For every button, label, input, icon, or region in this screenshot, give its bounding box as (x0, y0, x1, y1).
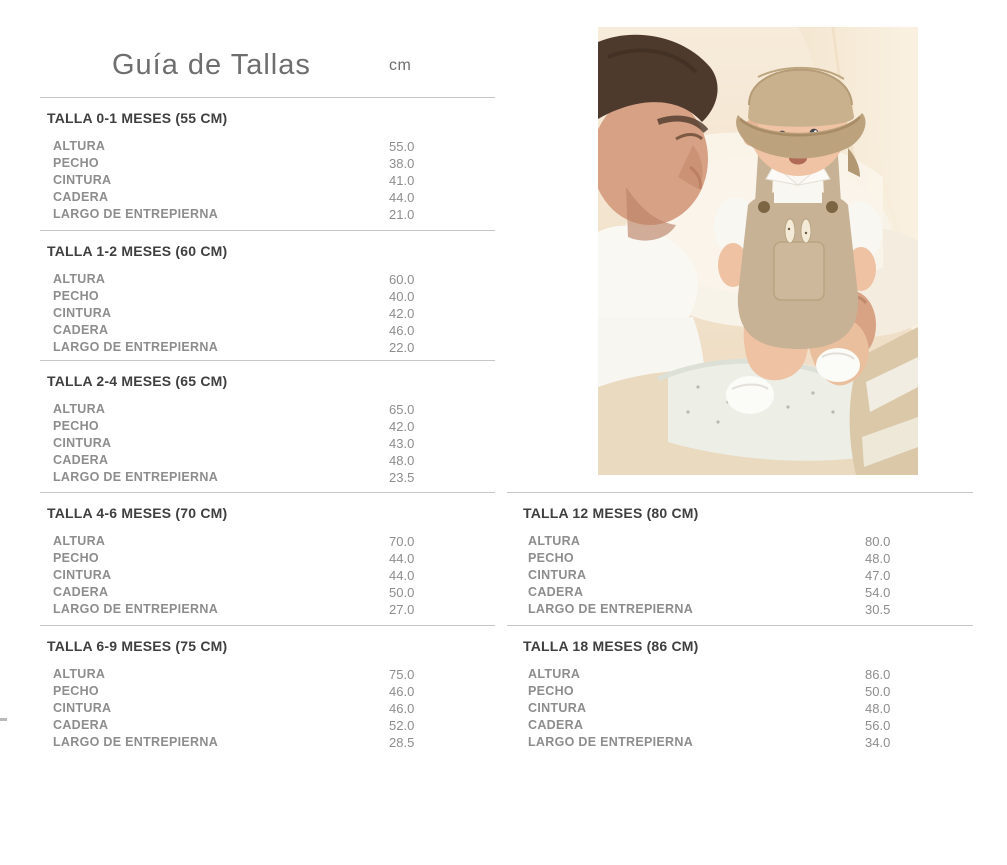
measurement-value: 60.0 (389, 272, 415, 287)
size-section-title: TALLA 1-2 MESES (60 CM) (47, 243, 228, 259)
measurement-label: LARGO DE ENTREPIERNA (53, 470, 219, 484)
measurement-value: 42.0 (389, 419, 415, 434)
measurement-row (40, 172, 495, 189)
measurement-label: PECHO (53, 551, 99, 565)
measurement-row (40, 339, 495, 356)
measurement-value: 23.5 (389, 470, 415, 485)
measurement-label: PECHO (53, 289, 99, 303)
measurement-label: LARGO DE ENTREPIERNA (53, 602, 219, 616)
section-divider (40, 625, 495, 626)
measurement-label: CADERA (528, 718, 584, 732)
measurement-value: 80.0 (865, 534, 891, 549)
measurement-label: LARGO DE ENTREPIERNA (53, 735, 219, 749)
size-section-talla-1-2-meses (40, 230, 495, 356)
measurement-label: CADERA (528, 585, 584, 599)
measurement-label: CINTURA (528, 568, 587, 582)
size-section-talla-2-4-meses (40, 360, 495, 486)
measurement-value: 54.0 (865, 585, 891, 600)
measurement-label: CINTURA (53, 701, 112, 715)
measurement-value: 30.5 (865, 602, 891, 617)
measurement-label: ALTURA (528, 667, 581, 681)
measurement-row (40, 734, 495, 751)
measurement-value: 50.0 (389, 585, 415, 600)
measurement-label: CADERA (53, 585, 109, 599)
measurement-label: PECHO (528, 551, 574, 565)
measurement-label: CINTURA (53, 306, 112, 320)
measurement-row (40, 601, 495, 618)
measurement-row (507, 734, 973, 751)
measurement-label: LARGO DE ENTREPIERNA (528, 602, 694, 616)
measurement-row (40, 418, 495, 435)
measurement-value: 65.0 (389, 402, 415, 417)
measurement-row (40, 717, 495, 734)
measurement-row (40, 189, 495, 206)
measurement-value: 46.0 (389, 684, 415, 699)
measurement-rows (40, 271, 495, 356)
section-divider (40, 360, 495, 361)
measurement-value: 44.0 (389, 551, 415, 566)
measurement-row (40, 567, 495, 584)
measurement-row (40, 700, 495, 717)
measurement-row (507, 567, 973, 584)
measurement-value: 44.0 (389, 568, 415, 583)
measurement-value: 47.0 (865, 568, 891, 583)
measurement-row (40, 469, 495, 486)
page-edge-artifact (0, 718, 7, 721)
measurement-rows (507, 533, 973, 618)
measurement-label: CADERA (53, 323, 109, 337)
measurement-row (40, 138, 495, 155)
measurement-row (40, 435, 495, 452)
measurement-value: 55.0 (389, 139, 415, 154)
measurement-row (40, 533, 495, 550)
measurement-row (507, 683, 973, 700)
measurement-rows (507, 666, 973, 751)
measurement-value: 56.0 (865, 718, 891, 733)
measurement-row (40, 155, 495, 172)
measurement-row (507, 666, 973, 683)
section-divider (507, 625, 973, 626)
section-divider (40, 97, 495, 98)
measurement-row (40, 683, 495, 700)
measurement-value: 46.0 (389, 323, 415, 338)
measurement-label: ALTURA (53, 272, 106, 286)
unit-label: cm (389, 57, 412, 74)
measurement-rows (40, 401, 495, 486)
measurement-value: 48.0 (865, 701, 891, 716)
measurement-label: LARGO DE ENTREPIERNA (53, 207, 219, 221)
measurement-label: PECHO (53, 156, 99, 170)
measurement-row (507, 717, 973, 734)
measurement-rows (40, 666, 495, 751)
size-section-talla-18-meses (507, 625, 973, 751)
measurement-value: 52.0 (389, 718, 415, 733)
measurement-value: 48.0 (865, 551, 891, 566)
measurement-value: 22.0 (389, 340, 415, 355)
measurement-label: ALTURA (53, 667, 106, 681)
measurement-label: CADERA (53, 453, 109, 467)
measurement-row (40, 452, 495, 469)
measurement-value: 40.0 (389, 289, 415, 304)
measurement-value: 28.5 (389, 735, 415, 750)
measurement-value: 42.0 (389, 306, 415, 321)
size-section-title: TALLA 6-9 MESES (75 CM) (47, 638, 228, 654)
measurement-row (40, 305, 495, 322)
measurement-value: 21.0 (389, 207, 415, 222)
size-section-title: TALLA 18 MESES (86 CM) (523, 638, 699, 654)
size-section-talla-6-9-meses (40, 625, 495, 751)
section-divider (40, 492, 495, 493)
measurement-value: 38.0 (389, 156, 415, 171)
measurement-label: CINTURA (53, 173, 112, 187)
measurement-value: 41.0 (389, 173, 415, 188)
measurement-label: ALTURA (53, 139, 106, 153)
measurement-value: 50.0 (865, 684, 891, 699)
measurement-value: 75.0 (389, 667, 415, 682)
size-section-talla-4-6-meses (40, 492, 495, 618)
measurement-label: ALTURA (53, 402, 106, 416)
measurement-label: CINTURA (528, 701, 587, 715)
measurement-row (507, 550, 973, 567)
measurement-row (507, 533, 973, 550)
measurement-value: 70.0 (389, 534, 415, 549)
measurement-value: 34.0 (865, 735, 891, 750)
measurement-row (40, 271, 495, 288)
size-section-talla-12-meses (507, 492, 973, 618)
measurement-label: CADERA (53, 190, 109, 204)
measurement-value: 48.0 (389, 453, 415, 468)
measurement-row (507, 584, 973, 601)
measurement-row (507, 700, 973, 717)
measurement-rows (40, 138, 495, 223)
size-section-title: TALLA 12 MESES (80 CM) (523, 505, 699, 521)
measurement-label: LARGO DE ENTREPIERNA (528, 735, 694, 749)
measurement-row (40, 206, 495, 223)
measurement-label: ALTURA (528, 534, 581, 548)
section-divider (40, 230, 495, 231)
measurement-label: PECHO (53, 684, 99, 698)
measurement-label: CADERA (53, 718, 109, 732)
measurement-row (40, 584, 495, 601)
measurement-value: 86.0 (865, 667, 891, 682)
measurement-rows (40, 533, 495, 618)
size-section-title: TALLA 0-1 MESES (55 CM) (47, 110, 228, 126)
size-section-talla-0-1-meses (40, 97, 495, 223)
measurement-row (40, 666, 495, 683)
measurement-label: CINTURA (53, 568, 112, 582)
measurement-row (40, 550, 495, 567)
sections-column-right (507, 0, 973, 865)
sections-column-left (40, 0, 495, 865)
measurement-label: CINTURA (53, 436, 112, 450)
measurement-row (40, 401, 495, 418)
measurement-row (507, 601, 973, 618)
size-section-title: TALLA 4-6 MESES (70 CM) (47, 505, 228, 521)
measurement-value: 43.0 (389, 436, 415, 451)
measurement-label: ALTURA (53, 534, 106, 548)
section-divider (507, 492, 973, 493)
page-title: Guía de Tallas (112, 49, 311, 81)
measurement-label: LARGO DE ENTREPIERNA (53, 340, 219, 354)
measurement-label: PECHO (528, 684, 574, 698)
measurement-row (40, 288, 495, 305)
measurement-row (40, 322, 495, 339)
measurement-label: PECHO (53, 419, 99, 433)
measurement-value: 27.0 (389, 602, 415, 617)
measurement-value: 44.0 (389, 190, 415, 205)
size-section-title: TALLA 2-4 MESES (65 CM) (47, 373, 228, 389)
measurement-value: 46.0 (389, 701, 415, 716)
